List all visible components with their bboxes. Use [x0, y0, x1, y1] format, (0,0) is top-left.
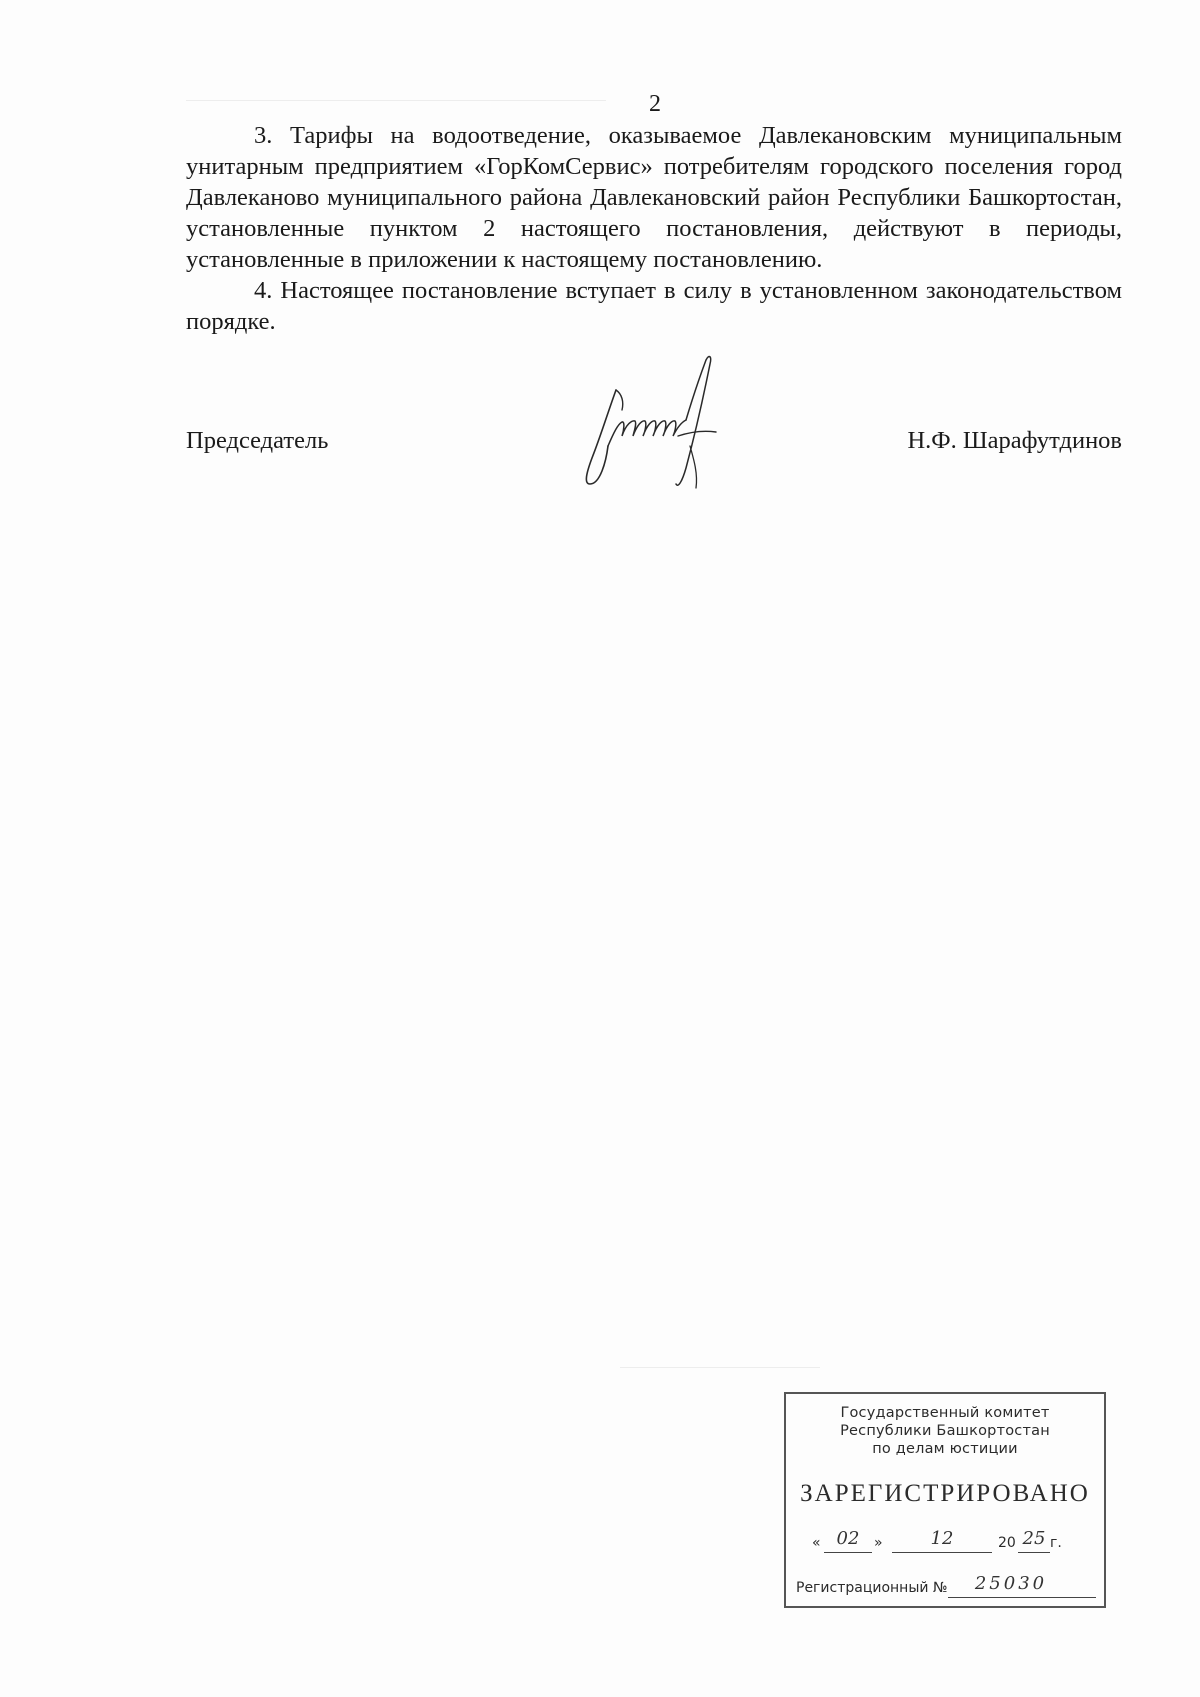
date-day-underline [824, 1552, 872, 1553]
registration-stamp [784, 1392, 1106, 1608]
date-year-end: г. [1050, 1535, 1062, 1551]
body-text [186, 120, 1122, 337]
scan-artifact-line [620, 1367, 820, 1368]
stamp-status: ЗАРЕГИСТРИРОВАНО [800, 1480, 1090, 1507]
date-month-underline [892, 1552, 992, 1553]
handwritten-signature [578, 350, 728, 495]
date-close-quote: » [874, 1535, 883, 1551]
paragraph-4: 4. Настоящее постановление вступает в силу в установленном законодательством порядке. [186, 277, 1122, 335]
stamp-date [812, 1527, 1092, 1555]
date-open-quote: « [812, 1535, 821, 1551]
date-month: 12 [930, 1528, 954, 1549]
stamp-registration [796, 1572, 1096, 1600]
stamp-org-line: Государственный комитет [840, 1405, 1050, 1421]
registration-underline [948, 1597, 1096, 1598]
stamp-org-line: по делам юстиции [872, 1441, 1018, 1457]
registration-number: 25030 [974, 1573, 1048, 1594]
date-year-underline [1018, 1552, 1050, 1553]
page-number: 2 [649, 91, 661, 117]
stamp-organization [786, 1404, 1104, 1458]
date-year-prefix: 20 [998, 1535, 1016, 1551]
signatory-title: Председатель [186, 427, 329, 454]
stamp-org-line: Республики Башкортостан [840, 1423, 1050, 1439]
signatory-name: Н.Ф. Шарафутдинов [907, 427, 1122, 454]
date-day: 02 [836, 1528, 860, 1549]
date-year-suffix: 25 [1022, 1528, 1046, 1549]
registration-label: Регистрационный № [796, 1580, 948, 1596]
paragraph-3: 3. Тарифы на водоотведение, оказываемое Давлекановским муниципальным унитарным предприятием «ГорКомСервис» потребителям городского поселения город Давлеканово муниципального района Давлекановский район Республики Башкортостан, установленные пунктом 2 настоящего постановления, действуют в периоды, установленные в приложении к настоящему постановлению. [186, 122, 1122, 273]
